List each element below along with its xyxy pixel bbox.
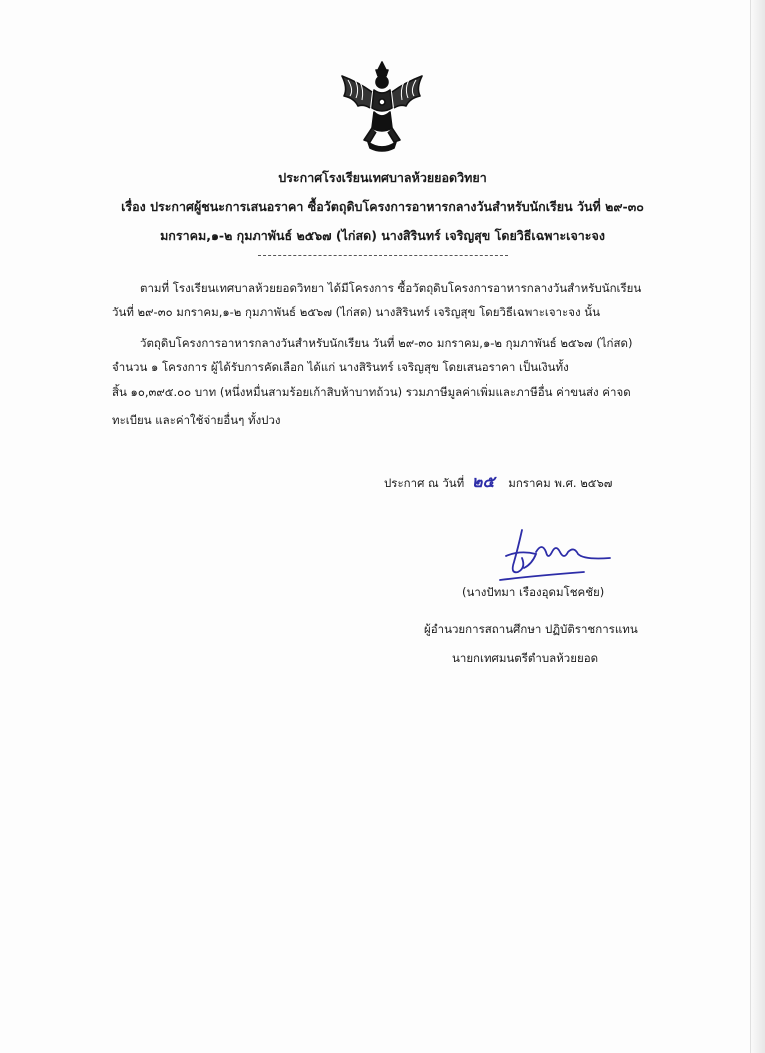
date-day-handwritten: ๒๕ bbox=[471, 472, 495, 491]
page-edge bbox=[750, 0, 765, 1053]
signatory-title-1: ผู้อำนวยการสถานศึกษา ปฏิบัติราชการแทน bbox=[424, 622, 638, 636]
paragraph-2-line-2: จำนวน ๑ โครงการ ผู้ได้รับการคัดเลือก ได้แก่ นางสิรินทร์ เจริญสุข โดยเสนอราคา เป็นเงินทั้ง bbox=[112, 360, 569, 374]
dashed-divider bbox=[258, 255, 508, 256]
handwritten-signature bbox=[492, 522, 612, 586]
paragraph-2-line-4: ทะเบียน และค่าใช้จ่ายอื่นๆ ทั้งปวง bbox=[112, 413, 281, 427]
paragraph-2-line-1: วัตถุดิบโครงการอาหารกลางวันสำหรับนักเรียน วันที่ ๒๙-๓๐ มกราคม,๑-๒ กุมภาพันธ์ ๒๕๖๗ (ไก่สด) bbox=[140, 336, 633, 350]
date-prefix: ประกาศ ณ วันที่ bbox=[384, 476, 465, 490]
announcement-title: ประกาศโรงเรียนเทศบาลห้วยยอดวิทยา bbox=[278, 170, 487, 185]
announcement-date bbox=[384, 470, 612, 495]
signatory-title-2: นายกเทศมนตรีตำบลห้วยยอด bbox=[452, 651, 599, 665]
garuda-emblem-icon bbox=[334, 56, 430, 156]
paragraph-1-line-2: วันที่ ๒๙-๓๐ มกราคม,๑-๒ กุมภาพันธ์ ๒๕๖๗ (ไก่สด) นางสิรินทร์ เจริญสุข โดยวิธีเฉพาะเจาะจง นั้น bbox=[112, 305, 600, 319]
date-suffix: มกราคม พ.ศ. ๒๕๖๗ bbox=[508, 476, 613, 490]
subject-line-2: มกราคม,๑-๒ กุมภาพันธ์ ๒๕๖๗ (ไก่สด) นางสิรินทร์ เจริญสุข โดยวิธีเฉพาะเจาะจง bbox=[160, 228, 605, 243]
signatory-name: (นางปัทมา เรืองอุดมโชคชัย) bbox=[462, 585, 605, 599]
paragraph-2-line-3: สิ้น ๑๐,๓๙๕.๐๐ บาท (หนึ่งหมื่นสามร้อยเก้าสิบห้าบาทถ้วน) รวมภาษีมูลค่าเพิ่มและภาษีอื่น ค่าขนส่ง ค่าจด bbox=[112, 385, 631, 399]
paragraph-1-line-1: ตามที่ โรงเรียนเทศบาลห้วยยอดวิทยา ได้มีโครงการ ซื้อวัตถุดิบโครงการอาหารกลางวันสำหรับนักเรียน bbox=[140, 281, 642, 295]
subject-line-1: เรื่อง ประกาศผู้ชนะการเสนอราคา ซื้อวัตถุดิบโครงการอาหารกลางวันสำหรับนักเรียน วันที่ ๒๙-๓๐ bbox=[121, 199, 644, 214]
